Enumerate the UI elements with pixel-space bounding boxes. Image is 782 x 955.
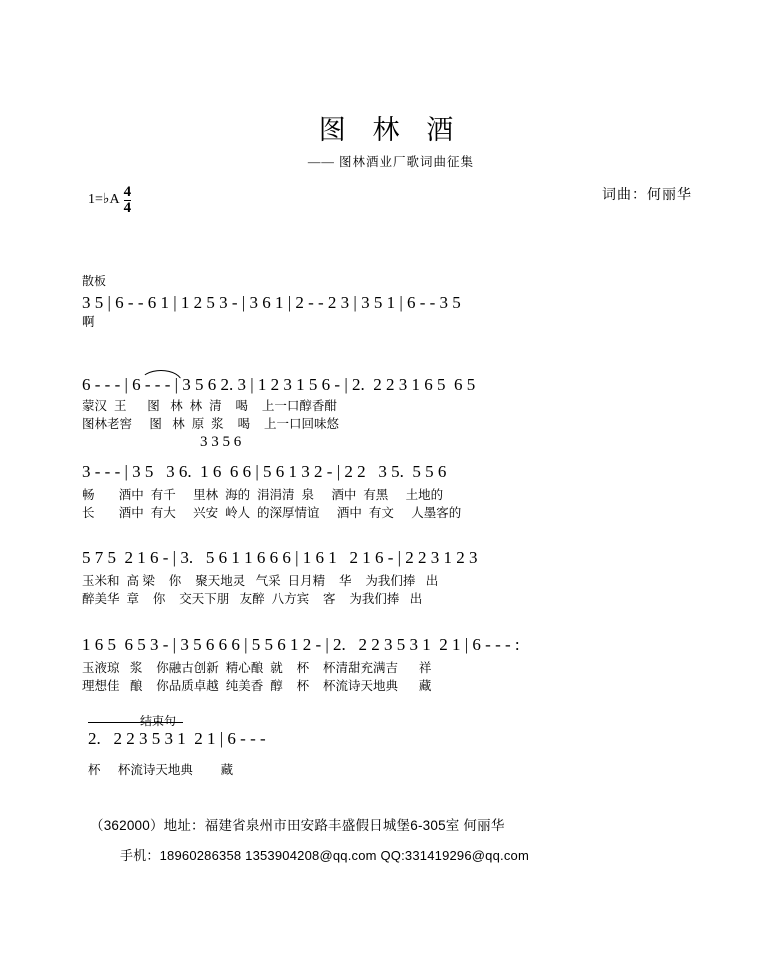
lyrics-line-3-verse-1: 畅 酒中 有千 里林 海的 涓涓清 泉 酒中 有黑 土地的 (82, 487, 444, 502)
tempo-mark-ending: 结束句 (140, 714, 177, 728)
slur-mark (140, 370, 182, 382)
lyrics-line-5-verse-1: 玉液琼 浆 你融古创新 精心酿 就 杯 杯清甜充满吉 祥 (82, 660, 432, 675)
notes-line-2: 6 - - - | 6 - - - | 3 5 6 2. 3 | 1 2 3 1 5 6 - | 2. 2 2 3 1 6 5 6 5 (82, 375, 476, 394)
stave-line-4 (82, 548, 702, 609)
time-signature-bottom: 4 (123, 199, 132, 216)
lyrics-line-4-verse-1: 玉米和 高 梁 你 聚天地灵 气采 日月精 华 为我们捧 出 (82, 573, 439, 588)
stave-line-1 (82, 272, 702, 331)
lyrics-line-4-verse-2: 醉美华 章 你 交天下朋 友醉 八方宾 客 为我们捧 出 (82, 592, 423, 607)
lyrics-line-2-verse-2: 图林老窖 图 林 原 浆 喝 上一口回味悠 (82, 417, 339, 432)
notes-line-5: 1 6 5 6 5 3 - | 3 5 6 6 6 | 5 5 6 1 2 - | 2. 2 2 3 5 3 1 2 1 | 6 - - - : (82, 635, 520, 654)
notes-line-4: 5 7 5 2 1 6 - | 3. 5 6 1 1 6 6 6 | 1 6 1 2 1 6 - | 2 2 3 1 2 3 (82, 548, 478, 567)
lyrics-line-5-verse-2: 理想佳 酿 你品质卓越 纯美香 醇 杯 杯流诗天地典 藏 (82, 679, 432, 694)
stave-line-2 (82, 375, 702, 451)
notes-line-6: 2. 2 2 3 5 3 1 2 1 | 6 - - - (88, 729, 266, 748)
footer-address: （362000）地址：福建省泉州市田安路丰盛假日城堡6-305室 何丽华 (90, 818, 505, 833)
notes-line-3: 3 - - - | 3 5 3 6. 1 6 6 6 | 5 6 1 3 2 - | 2 2 3 5. 5 5 6 (82, 462, 447, 481)
subtitle: —— 图林酒业厂歌词曲征集 (307, 155, 475, 169)
lyrics-line-6: 杯 杯流诗天地典 藏 (88, 762, 234, 777)
composer-credit: 词曲：何丽华 (602, 188, 692, 203)
time-signature-top: 4 (123, 184, 132, 201)
key-signature: 1=♭A (88, 191, 120, 207)
time-signature (124, 185, 132, 215)
stave-line-3 (82, 462, 702, 523)
lyrics-line-3-verse-2: 长 酒中 有大 兴安 岭人 的深厚情谊 酒中 有文 人墨客的 (82, 506, 462, 521)
page-title: 图 林 酒 (318, 115, 464, 145)
footer-contact: 手机：18960286358 1353904208@qq.com QQ:331419296@qq.com (120, 848, 530, 863)
notes-line-2-pickup: 3 3 5 6 (200, 434, 242, 451)
tempo-mark-free: 散板 (82, 274, 107, 288)
ending-bracket-line (88, 722, 183, 723)
stave-line-5 (82, 635, 702, 696)
lyrics-line-1-verse-1: 啊 (82, 314, 95, 329)
lyrics-line-2-verse-1: 蒙汉 王 图 林 林 清 喝 上一口醇香酣 (82, 398, 337, 413)
notes-line-1: 3 5 | 6 - - 6 1 | 1 2 5 3 - | 3 6 1 | 2 - - 2 3 | 3 5 1 | 6 - - 3 5 (82, 293, 461, 312)
key-signature-group (88, 184, 132, 216)
